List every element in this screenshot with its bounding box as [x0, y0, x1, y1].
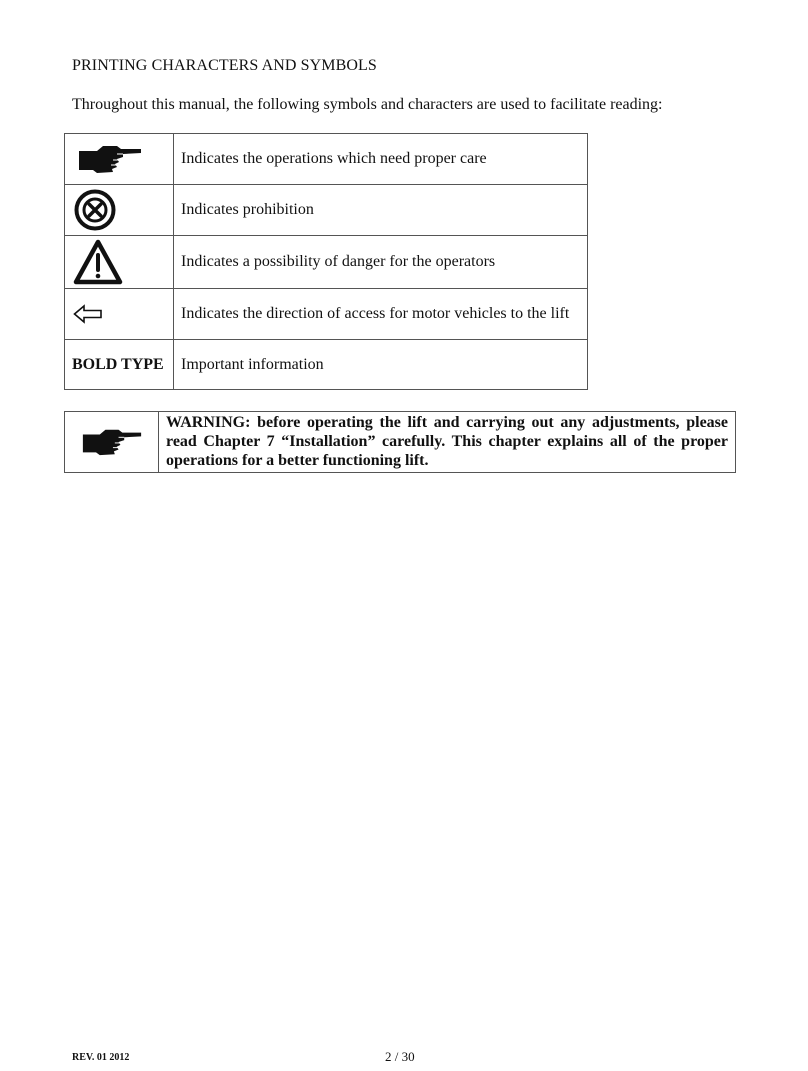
prohibition-icon: [73, 188, 117, 232]
arrow-left-icon: [73, 304, 103, 324]
table-row: [65, 134, 588, 185]
bold-type-label: BOLD TYPE: [72, 355, 164, 373]
pointing-hand-icon: [81, 426, 143, 458]
warning-text: WARNING: before operating the lift and carrying out any adjustments, please read Chapter 7 “Installation” carefully. This chapter explains all of the proper operations for a better functioning lift.: [159, 412, 736, 473]
table-row: [65, 412, 736, 473]
revision-label: REV. 01 2012: [72, 1052, 130, 1063]
symbols-table: [64, 133, 588, 390]
warning-triangle-icon: [73, 239, 123, 285]
pointing-hand-icon: [77, 142, 143, 176]
intro-text: Throughout this manual, the following symbols and characters are used to facilitate reading:: [72, 96, 663, 113]
table-row: [65, 340, 588, 390]
symbol-description: Important information: [174, 340, 588, 390]
warning-box: [64, 411, 736, 473]
table-row: [65, 185, 588, 236]
symbol-description: Indicates a possibility of danger for the operators: [174, 236, 588, 289]
page-heading: PRINTING CHARACTERS AND SYMBOLS: [72, 57, 377, 74]
symbol-description: Indicates the direction of access for motor vehicles to the lift: [174, 289, 588, 340]
table-row: [65, 289, 588, 340]
symbol-description: Indicates prohibition: [174, 185, 588, 236]
page-number: 2 / 30: [385, 1049, 415, 1064]
symbol-description: Indicates the operations which need proper care: [174, 134, 588, 185]
table-row: [65, 236, 588, 289]
